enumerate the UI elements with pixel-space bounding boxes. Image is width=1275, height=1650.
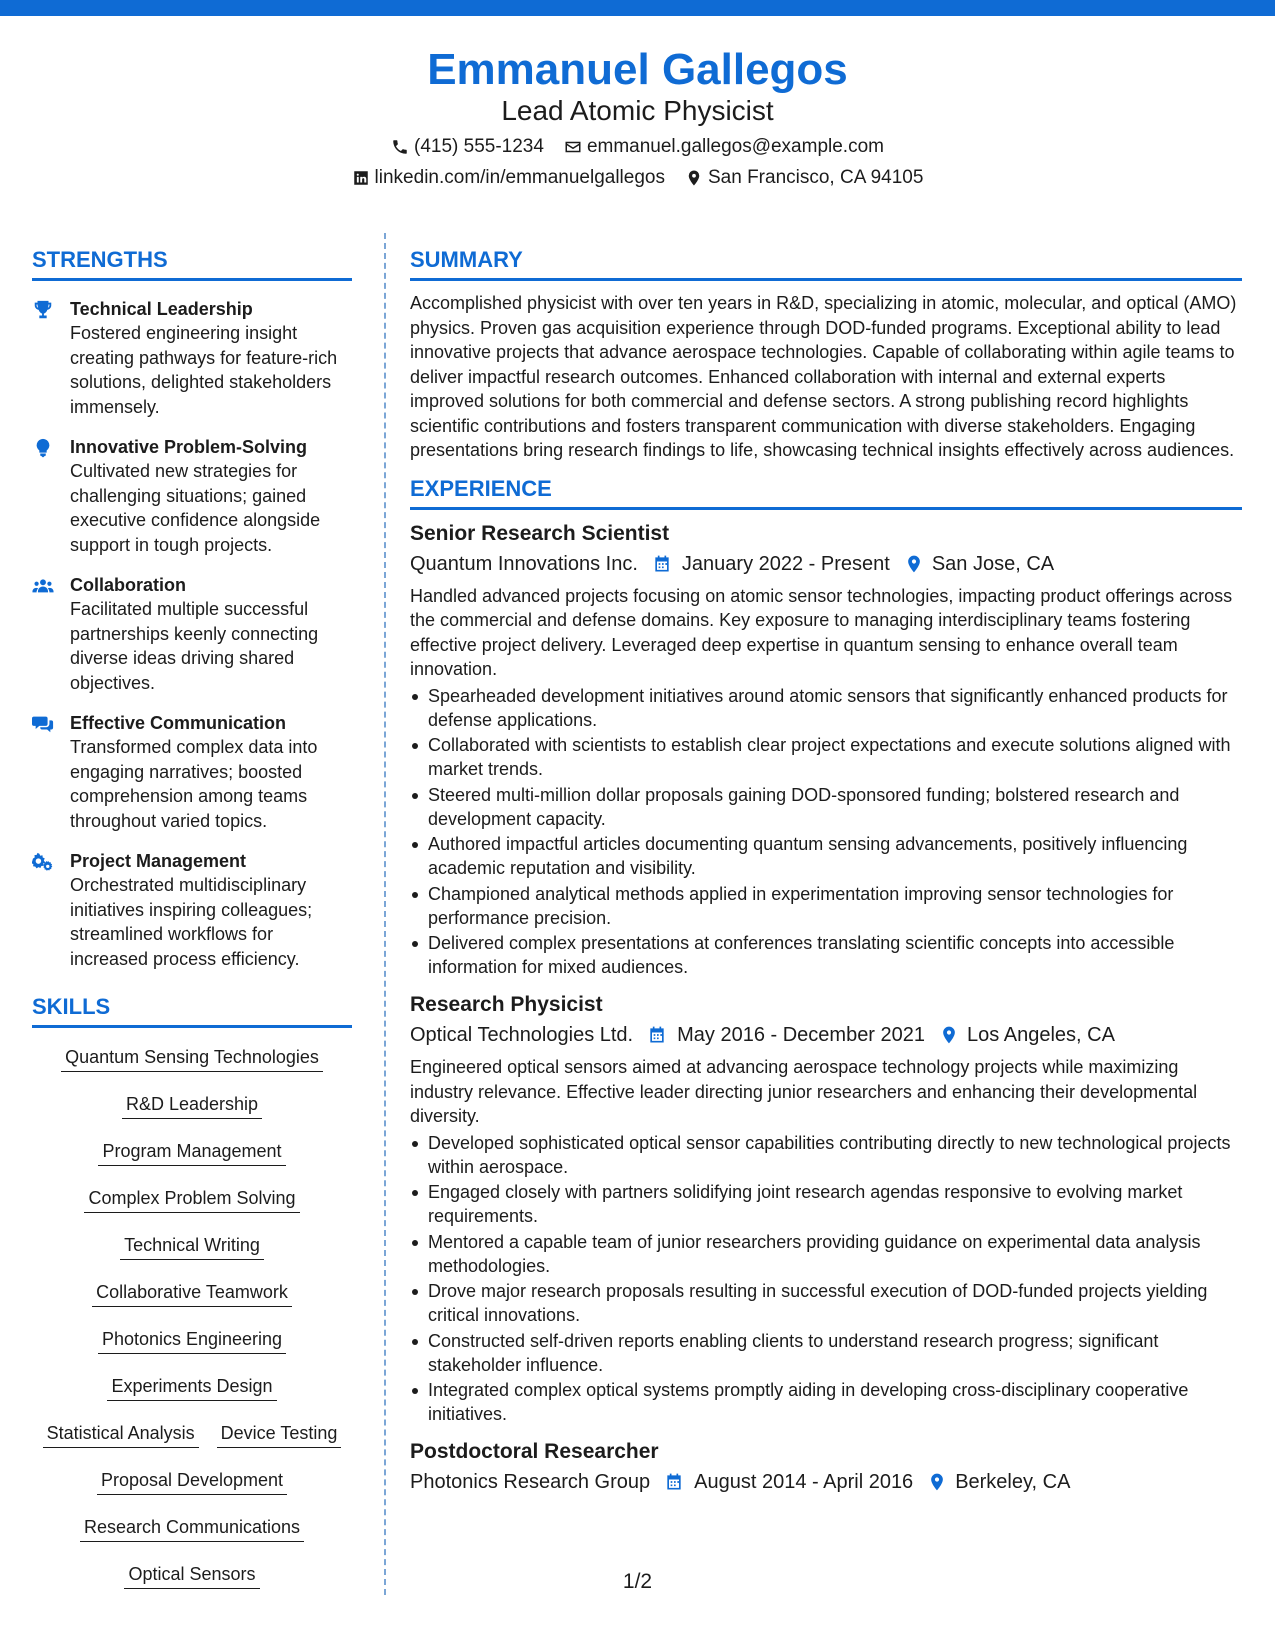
summary-heading: SUMMARY: [410, 246, 1242, 281]
skill-tag: Program Management: [98, 1140, 285, 1166]
skill-tag: Statistical Analysis: [43, 1422, 199, 1448]
job-entry: [410, 991, 1242, 1426]
strength-desc: Orchestrated multidisciplinary initiatives inspiring colleagues; streamlined workflows for increased process efficiency.: [70, 875, 313, 969]
map-pin-icon: [927, 1472, 947, 1492]
list-item: Constructed self-driven reports enabling clients to understand research progress; significant stakeholder influence.: [410, 1329, 1242, 1377]
contact-row-2: [0, 166, 1275, 190]
map-pin-icon: [939, 1025, 959, 1045]
job-meta: [410, 1021, 1242, 1049]
job-location: Los Angeles, CA: [967, 1024, 1115, 1046]
experience-heading: EXPERIENCE: [410, 475, 1242, 510]
strength-desc: Facilitated multiple successful partnerships keenly connecting diverse ideas driving shared objectives.: [70, 599, 319, 693]
phone-icon: [391, 138, 409, 156]
strength-item: [32, 435, 352, 557]
job-dates: May 2016 - December 2021: [677, 1024, 926, 1046]
job-description: Handled advanced projects focusing on atomic sensor technologies, impacting product offerings across the commercial and defense domains. Key exposure to managing interdisciplinary teams fostering effective project delivery. Leveraged deep expertise in quantum sensing to enhance overall team innovation.: [410, 585, 1233, 679]
list-item: Delivered complex presentations at conferences translating scientific concepts into accessible information for mixed audiences.: [410, 931, 1242, 979]
email-contact[interactable]: [564, 135, 884, 159]
lightbulb-icon: [32, 437, 54, 459]
job-company: Optical Technologies Ltd.: [410, 1024, 634, 1046]
trophy-icon: [32, 299, 54, 321]
candidate-name: Emmanuel Gallegos: [427, 45, 848, 94]
list-item: Spearheaded development initiatives around atomic sensors that significantly enhanced products for defense applications.: [410, 684, 1242, 732]
skills-list: [32, 1046, 352, 1589]
skill-tag: Research Communications: [80, 1516, 304, 1542]
left-column: [32, 246, 352, 1589]
job-entry: [410, 1438, 1242, 1496]
strengths-heading: STRENGTHS: [32, 246, 352, 281]
page-number: 1/2: [622, 1570, 653, 1593]
phone-text: (415) 555-1234: [414, 136, 544, 157]
list-item: Championed analytical methods applied in experimentation improving sensor technologies for performance precision.: [410, 882, 1242, 930]
email-text: emmanuel.gallegos@example.com: [586, 136, 884, 157]
top-accent-bar: [0, 0, 1275, 16]
list-item: Authored impactful articles documenting quantum sensing advancements, positively influencing academic reputation and visibility.: [410, 832, 1242, 880]
list-item: Integrated complex optical systems promptly aiding in developing cross-disciplinary cooperative initiatives.: [410, 1378, 1242, 1426]
job-meta: [410, 1468, 1242, 1496]
users-icon: [32, 575, 54, 597]
list-item: Engaged closely with partners solidifying joint research agendas responsive to evolving market requirements.: [410, 1180, 1242, 1228]
linkedin-text: linkedin.com/in/emmanuelgallegos: [374, 167, 665, 188]
location-text: San Francisco, CA 94105: [707, 167, 924, 188]
job-dates: August 2014 - April 2016: [694, 1471, 914, 1493]
list-item: Steered multi-million dollar proposals gaining DOD-sponsored funding; bolstered research and development capacity.: [410, 783, 1242, 831]
map-pin-icon: [904, 554, 924, 574]
skill-tag: Technical Writing: [120, 1234, 264, 1260]
list-item: Drove major research proposals resulting in successful execution of DOD-funded projects yielding critical innovations.: [410, 1279, 1242, 1327]
strength-title: Collaboration: [70, 575, 186, 595]
strength-desc: Fostered engineering insight creating pathways for feature-rich solutions, delighted stakeholders immensely.: [70, 323, 338, 417]
strength-title: Project Management: [70, 851, 247, 871]
gears-icon: [32, 851, 54, 873]
skill-tag: Quantum Sensing Technologies: [61, 1046, 323, 1072]
skill-tag: Photonics Engineering: [98, 1328, 286, 1354]
location-contact: [685, 166, 923, 190]
job-title: Senior Research Scientist: [410, 521, 670, 545]
skill-tag: R&D Leadership: [122, 1093, 262, 1119]
contact-row-1: [0, 135, 1275, 159]
strength-desc: Transformed complex data into engaging narratives; boosted comprehension among teams throughout varied topics.: [70, 737, 318, 831]
candidate-title: Lead Atomic Physicist: [501, 95, 774, 126]
job-company: Photonics Research Group: [410, 1471, 651, 1493]
right-column: [410, 246, 1242, 1496]
comments-icon: [32, 713, 54, 735]
strengths-list: [32, 297, 352, 971]
job-bullets: [410, 684, 1242, 980]
calendar-icon: [652, 554, 672, 574]
skills-heading: SKILLS: [32, 993, 352, 1028]
calendar-icon: [664, 1472, 684, 1492]
job-location: San Jose, CA: [931, 552, 1055, 575]
job-title: Postdoctoral Researcher: [410, 1440, 659, 1463]
resume-header: [0, 44, 1275, 190]
list-item: Mentored a capable team of junior researchers providing guidance on experimental data analysis methodologies.: [410, 1230, 1242, 1278]
strength-item: [32, 711, 352, 833]
linkedin-icon: [352, 169, 370, 187]
skill-tag: Proposal Development: [97, 1469, 287, 1495]
job-company: Quantum Innovations Inc.: [410, 552, 638, 575]
strength-title: Effective Communication: [70, 713, 287, 733]
column-divider: [384, 233, 386, 1595]
calendar-icon: [647, 1025, 667, 1045]
strength-title: Technical Leadership: [70, 299, 253, 319]
skill-tag: Device Testing: [217, 1422, 342, 1448]
job-location: Berkeley, CA: [955, 1471, 1071, 1493]
strength-item: [32, 297, 352, 419]
envelope-icon: [564, 138, 582, 156]
phone-contact[interactable]: [391, 135, 544, 159]
strength-item: [32, 573, 352, 695]
skill-tag: Optical Sensors: [124, 1563, 259, 1589]
strength-item: [32, 849, 352, 971]
job-meta: [410, 550, 1242, 578]
strength-desc: Cultivated new strategies for challenging situations; gained executive confidence alongside support in tough projects.: [70, 461, 321, 555]
list-item: Developed sophisticated optical sensor capabilities contributing directly to new technological projects within aerospace.: [410, 1131, 1242, 1179]
summary-text: Accomplished physicist with over ten years in R&D, specializing in atomic, molecular, and optical (AMO) physics. Proven gas acquisition experience through DOD-funded programs. Exceptional ability to lead innovative projects that advance aerospace technologies. Capable of collaborating within agile teams to deliver impactful research outcomes. Enhanced collaboration with internal and external experts improved solutions for both commercial and defense sectors. A strong publishing record highlights scientific contributions and fosters transparent communication with diverse stakeholders. Engaging presentations bring research findings to life, showcasing technical insights effectively across audiences.: [410, 293, 1237, 460]
strength-title: Innovative Problem-Solving: [70, 437, 308, 457]
list-item: Collaborated with scientists to establish clear project expectations and execute solutions aligned with market trends.: [410, 733, 1242, 781]
linkedin-contact[interactable]: [352, 166, 665, 190]
job-bullets: [410, 1131, 1242, 1427]
job-entry: [410, 520, 1242, 980]
skill-tag: Complex Problem Solving: [84, 1187, 299, 1213]
job-title: Research Physicist: [410, 993, 603, 1016]
job-description: Engineered optical sensors aimed at advancing aerospace technology projects while maximizing industry relevance. Effective leader directing junior researchers and enhancing their developmental diversity.: [410, 1057, 1198, 1126]
job-dates: January 2022 - Present: [681, 552, 890, 575]
skill-tag: Collaborative Teamwork: [92, 1281, 292, 1307]
skill-tag: Experiments Design: [107, 1375, 276, 1401]
map-pin-icon: [685, 169, 703, 187]
